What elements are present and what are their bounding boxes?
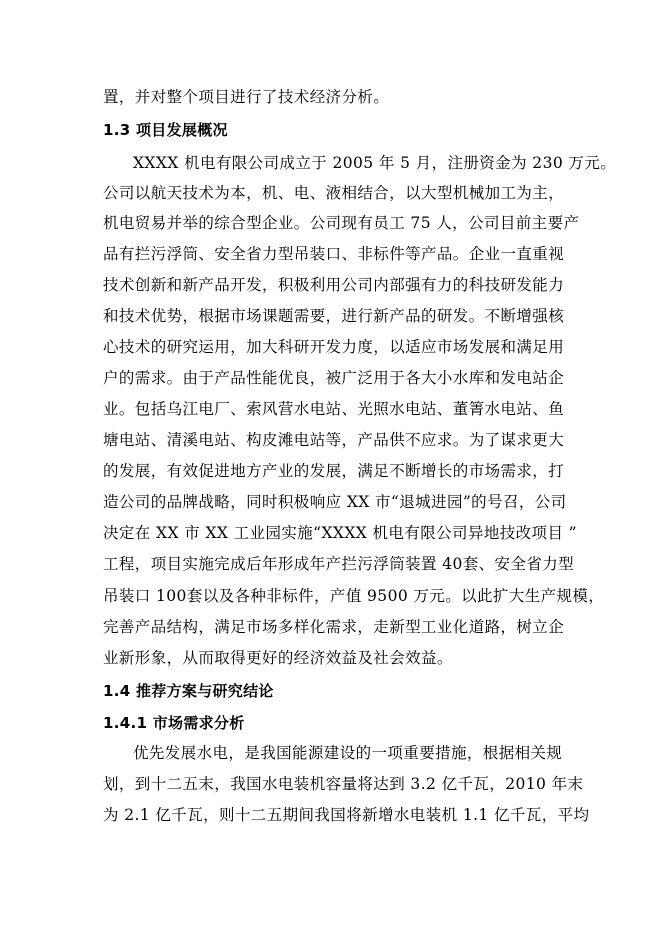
paragraph-line: 品有拦污浮筒、安全省力型吊装口、非标件等产品。企业一直重视 — [103, 245, 565, 263]
paragraph-line: 心技术的研究运用，加大科研开发力度，以适应市场发展和满足用 — [103, 338, 565, 356]
section-heading-1-4: 1.4 推荐方案与研究结论 — [103, 682, 274, 700]
paragraph-line: XXXX 机电有限公司成立于 2005 年 5 月，注册资金为 230 万元。 — [133, 154, 617, 172]
paragraph-line: 置，并对整个项目进行了技术经济分析。 — [103, 88, 390, 106]
paragraph-line: 造公司的品牌战略，同时积极响应 XX 市“退城进园”的号召，公司 — [103, 493, 567, 511]
paragraph-line: 和技术优势，根据市场课题需要，进行新产品的研发。不断增强核 — [103, 307, 565, 325]
paragraph-line: 塘电站、清溪电站、构皮滩电站等，产品供不应求。为了谋求更大 — [103, 431, 565, 449]
paragraph-line: 工程，项目实施完成后年形成年产拦污浮筒装置 40套、安全省力型 — [103, 555, 575, 573]
paragraph-line: 公司以航天技术为本，机、电、液相结合，以大型机械加工为主， — [103, 184, 565, 202]
paragraph-line: 为 2.1 亿千瓦，则十二五期间我国将新增水电装机 1.1 亿千瓦，平均 — [103, 806, 590, 824]
paragraph-line: 决定在 XX 市 XX 工业园实施“XXXX 机电有限公司异地技改项目 ” — [103, 524, 577, 542]
paragraph-line: 户的需求。由于产品性能优良，被广泛用于各大小水库和发电站企 — [103, 369, 565, 387]
paragraph-line: 优先发展水电，是我国能源建设的一项重要措施，根据相关规 — [133, 744, 563, 762]
paragraph-line: 完善产品结构，满足市场多样化需求，走新型工业化道路，树立企 — [103, 618, 565, 636]
paragraph-line: 业新形象，从而取得更好的经济效益及社会效益。 — [103, 649, 453, 667]
subsection-heading-1-4-1: 1.4.1 市场需求分析 — [103, 714, 245, 732]
paragraph-line: 技术创新和新产品开发，积极利用公司内部强有力的科技研发能力 — [103, 276, 565, 294]
paragraph-line: 吊装口 100套以及各种非标件，产值 9500 万元。以此扩大生产规模， — [103, 587, 605, 605]
section-heading-1-3: 1.3 项目发展概况 — [103, 121, 228, 139]
paragraph-line: 机电贸易并举的综合型企业。公司现有员工 75 人，公司目前主要产 — [103, 214, 580, 232]
paragraph-line: 的发展，有效促进地方产业的发展，满足不断增长的市场需求，打 — [103, 462, 565, 480]
paragraph-line: 划，到十二五末，我国水电装机容量将达到 3.2 亿千瓦，2010 年末 — [103, 775, 584, 793]
paragraph-line: 业。包括乌江电厂、索风营水电站、光照水电站、董箐水电站、鱼 — [103, 400, 565, 418]
